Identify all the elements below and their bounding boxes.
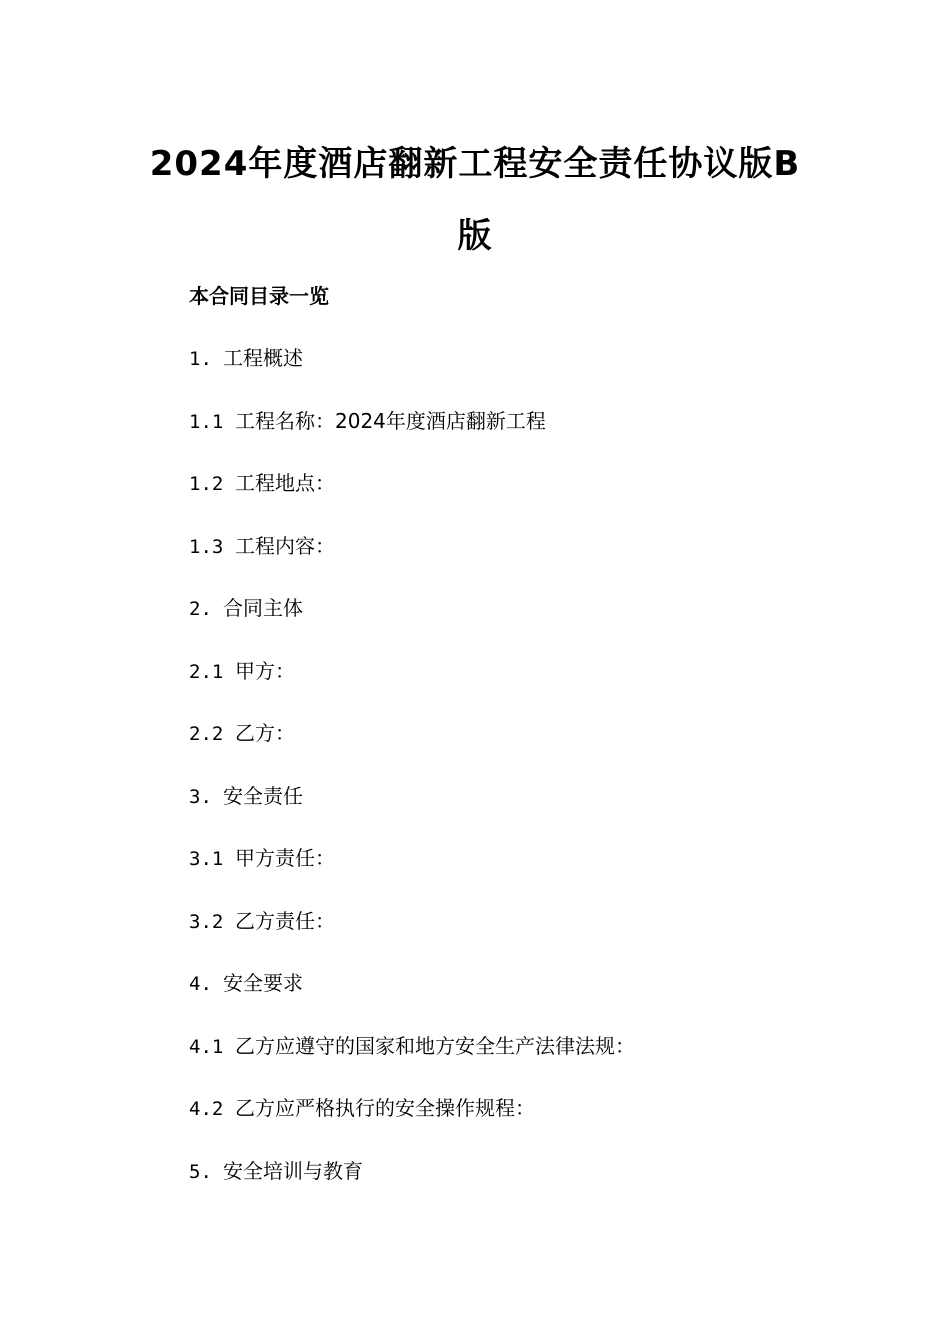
toc-item-text: 工程地点： [235, 471, 335, 495]
toc-item-number: 2. [189, 598, 212, 620]
toc-item-number: 2.2 [189, 723, 224, 745]
toc-item-number: 2.1 [189, 660, 224, 683]
toc-item [189, 907, 635, 970]
toc-item [189, 594, 635, 657]
toc-item-text: 安全责任 [223, 783, 303, 808]
toc-item-number: 5. [189, 1160, 212, 1183]
toc-item [189, 1032, 635, 1095]
toc-item [189, 844, 635, 907]
toc-item-text: 工程名称：2024年度酒店翻新工程 [235, 408, 546, 433]
toc-item-text: 甲方责任： [235, 846, 335, 870]
toc-item-number: 4.1 [189, 1035, 224, 1058]
toc-item [189, 344, 635, 407]
toc-item-text: 工程概述 [223, 346, 303, 370]
toc-item [189, 1094, 635, 1157]
toc-item-number: 1.2 [189, 473, 224, 495]
toc-item-number: 1.1 [189, 410, 224, 433]
toc-item-number: 3.2 [189, 910, 224, 933]
toc-item-number: 1.3 [189, 535, 224, 558]
toc-item-number: 1. [189, 348, 212, 370]
toc-item-number: 3.1 [189, 848, 224, 870]
toc-item [189, 657, 635, 720]
toc-item-text: 乙方应严格执行的安全操作规程： [235, 1096, 535, 1120]
toc-heading: 本合同目录一览 [189, 284, 329, 308]
toc-item-text: 乙方责任： [235, 908, 335, 933]
toc-item-number: 4. [189, 973, 212, 995]
document-title [0, 128, 950, 272]
toc-item-text: 乙方： [235, 721, 295, 745]
toc-item [189, 469, 635, 532]
toc-item-number: 3. [189, 785, 212, 808]
table-of-contents [189, 344, 635, 1219]
toc-item [189, 782, 635, 845]
toc-item-text: 甲方： [235, 658, 295, 683]
toc-item [189, 969, 635, 1032]
toc-item [189, 1157, 635, 1220]
toc-item [189, 719, 635, 782]
toc-item-text: 合同主体 [223, 596, 303, 620]
toc-item-text: 安全培训与教育 [223, 1158, 363, 1183]
toc-item [189, 532, 635, 595]
toc-item [189, 407, 635, 470]
document-title-line-1: 2024年度酒店翻新工程安全责任协议版B [149, 144, 801, 184]
document-title-line-2: 版 [457, 216, 493, 256]
toc-item-number: 4.2 [189, 1098, 224, 1120]
toc-item-text: 安全要求 [223, 971, 303, 995]
toc-item-text: 工程内容： [235, 533, 335, 558]
toc-item-text: 乙方应遵守的国家和地方安全生产法律法规： [235, 1033, 635, 1058]
